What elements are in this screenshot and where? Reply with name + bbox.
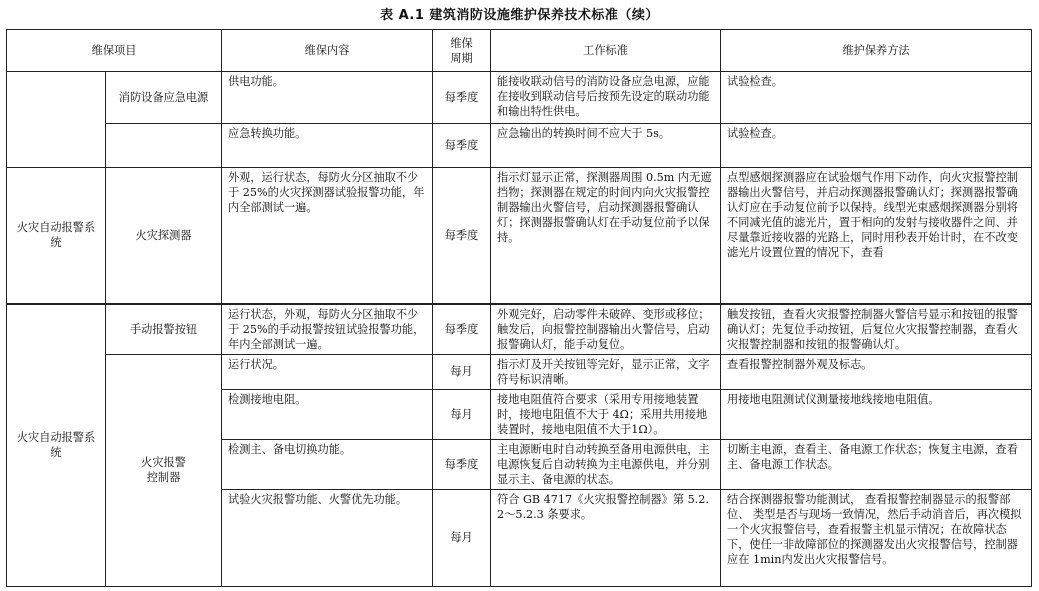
standard-cell: 符合 GB 4717《火灾报警控制器》第 5.2.2～5.2.3 条要求。 [491, 489, 721, 586]
table-row [7, 124, 1032, 168]
content-cell: 应急转换功能。 [222, 124, 433, 168]
table-row [7, 168, 1032, 304]
standard-cell: 能接收联动信号的消防设备应急电源，应能在接收到联动信号后按预先设定的联动功能和输出特性供电。 [491, 72, 721, 124]
content-cell: 外观，运行状态，每防火分区抽取不少于 25%的火灾探测器试验报警功能，年内全部测试一遍。 [222, 168, 433, 304]
method-cell: 试验检查。 [721, 72, 1032, 124]
standard-cell: 指示灯及开关按钮等完好，显示正常，文字符号标识清晰。 [491, 354, 721, 389]
content-cell: 试验火灾报警功能、火警优先功能。 [222, 489, 433, 586]
content-cell: 检测主、备电切换功能。 [222, 439, 433, 489]
table-row [7, 72, 1032, 124]
maintenance-standard-table [6, 29, 1032, 587]
standard-cell: 外观完好，启动零件未破碎、变形或移位；触发后，向报警控制器输出火警信号，启动报警确认灯，能手动复位。 [491, 304, 721, 355]
method-cell: 切断主电源，查看主、备电源工作状态；恢复主电源，查看主、备电源工作状态。 [721, 439, 1032, 489]
period-cell: 每季度 [433, 439, 491, 489]
method-cell: 结合探测器报警功能测试， 查看报警控制器显示的报警部位、 类型是否与现场一致情况，然后手动消音后，再次模拟一个火灾报警信号，查看报警主机显示情况；在故障状态下，使任一非故障部位的探测器发出火灾报警信号，控制器应在 1min内发出火灾报警信号。 [721, 489, 1032, 586]
method-cell: 查看报警控制器外观及标志。 [721, 354, 1032, 389]
sub-item: 火灾探测器 [106, 168, 222, 304]
period-cell: 每季度 [433, 304, 491, 355]
sub-item: 手动报警按钮 [106, 304, 222, 355]
sub-item: 消防设备应急电源 [106, 72, 222, 124]
header-row [7, 30, 1032, 72]
sub-item: 火灾报警 控制器 [106, 354, 222, 586]
method-cell: 触发按钮，查看火灾报警控制器火警信号显示和按钮的报警确认灯；先复位手动按钮，后复位火灾报警控制器，查看火灾报警控制器和按钮的报警确认灯。 [721, 304, 1032, 355]
table-row [7, 304, 1032, 355]
header-method: 维护保养方法 [721, 30, 1032, 72]
standard-cell: 应急输出的转换时间不应大于 5s。 [491, 124, 721, 168]
method-cell: 点型感烟探测器应在试验烟气作用下动作，向火灾报警控制器输出火警信号，并启动探测器报警确认灯；探测器报警确认灯应在手动复位前予以保持。线型光束感烟探测器分别将不同减光值的滤光片，置于相向的发射与接收器件之间、并尽量靠近接收器的光路上，同时用秒表开始计时，在不改变滤光片设置位置的情况下，查看 [721, 168, 1032, 304]
system-cell: 火灾自动报警系统 [7, 168, 106, 304]
header-period: 维保 周期 [433, 30, 491, 72]
standard-cell: 主电源断电时自动转换至备用电源供电，主电源恢复后自动转换为主电源供电，并分别显示主、备电源的状态。 [491, 439, 721, 489]
content-cell: 运行状态，外观，每防火分区抽取不少于 25%的手动报警按钮试验报警功能，年内全部测试一遍。 [222, 304, 433, 355]
table-row [7, 354, 1032, 389]
header-standard: 工作标准 [491, 30, 721, 72]
method-cell: 用接地电阻测试仪测量接地线接地电阻值。 [721, 389, 1032, 439]
header-content: 维保内容 [222, 30, 433, 72]
content-cell: 供电功能。 [222, 72, 433, 124]
system-cell: 火灾自动报警系统 [7, 304, 106, 587]
method-cell: 试验检查。 [721, 124, 1032, 168]
content-cell: 检测接地电阻。 [222, 389, 433, 439]
table-title: 表 A.1 建筑消防设施维护保养技术标准（续） [380, 8, 659, 23]
period-cell: 每季度 [433, 72, 491, 124]
period-cell: 每月 [433, 389, 491, 439]
header-item: 维保项目 [7, 30, 222, 72]
system-cell-empty [7, 72, 106, 168]
standard-cell: 指示灯显示正常，探测器周围 0.5m 内无遮挡物；探测器在规定的时间内向火灾报警控制器输出火警信号，启动探测器报警确认灯；探测器报警确认灯在手动复位前予以保持。 [491, 168, 721, 304]
content-cell: 运行状况。 [222, 354, 433, 389]
period-cell: 每月 [433, 489, 491, 586]
standard-cell: 接地电阻值符合要求（采用专用接地装置时，接地电阻值不大于 4Ω；采用共用接地装置时，接地电阻值不大于1Ω）。 [491, 389, 721, 439]
period-cell: 每月 [433, 354, 491, 389]
sub-item [106, 124, 222, 168]
period-cell: 每季度 [433, 124, 491, 168]
period-cell: 每季度 [433, 168, 491, 304]
